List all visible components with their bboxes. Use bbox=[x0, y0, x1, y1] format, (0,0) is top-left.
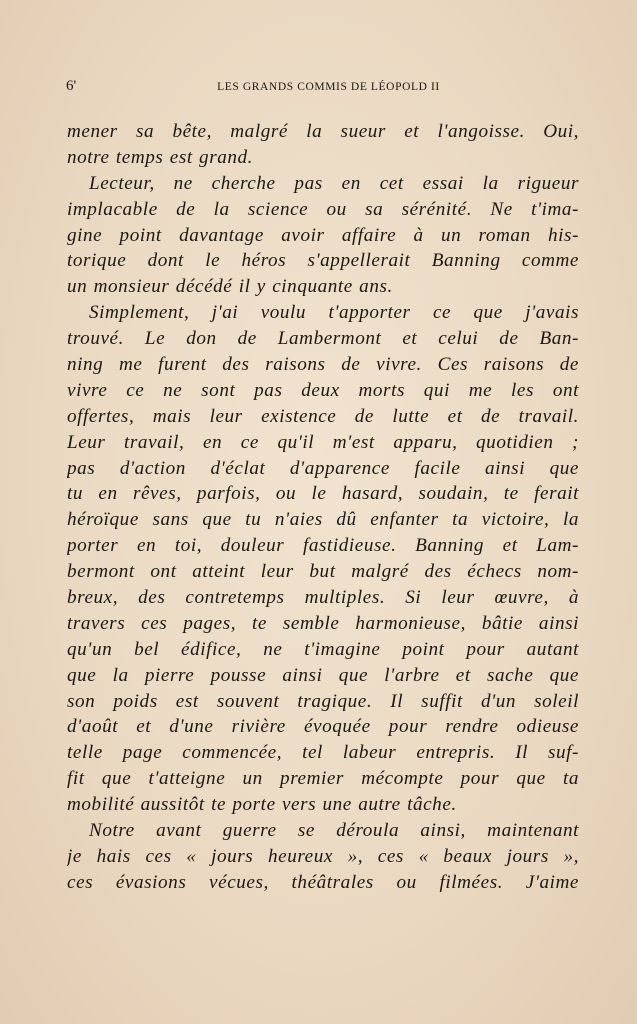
text-line: breux, des contretemps multiples. Si leur œuvre, à bbox=[67, 587, 579, 609]
text-line: notre temps est grand. bbox=[67, 146, 253, 168]
running-head: LES GRANDS COMMIS DE LÉOPOLD II bbox=[217, 81, 440, 93]
text-line: implacable de la science ou sa sérénité. Ne t'ima- bbox=[67, 198, 579, 220]
text-line: torique dont le héros s'appellerait Banning comme bbox=[67, 250, 579, 272]
page-header bbox=[66, 78, 581, 98]
text-line: un monsieur décédé il y cinquante ans. bbox=[67, 276, 393, 298]
text-line: mener sa bête, malgré la sueur et l'angoisse. Oui, bbox=[67, 121, 579, 142]
text-line: Simplement, j'ai voulu t'apporter ce que j'avais bbox=[89, 302, 579, 324]
text-line: porter en toi, douleur fastidieuse. Banning et Lam- bbox=[67, 535, 579, 557]
text-line: Lecteur, ne cherche pas en cet essai la rigueur bbox=[89, 172, 579, 194]
text-line: son poids est souvent tragique. Il suffit d'un soleil bbox=[67, 690, 579, 712]
paragraph bbox=[67, 171, 579, 300]
paragraph bbox=[67, 300, 579, 818]
text-line: offertes, mais leur existence de lutte et de travail. bbox=[67, 405, 579, 427]
text-line: héroïque sans que tu n'aies dû enfanter ta victoire, la bbox=[67, 509, 579, 531]
page-number: 6' bbox=[66, 78, 77, 94]
text-line: bermont ont atteint leur but malgré des échecs nom- bbox=[67, 561, 579, 583]
text-line: ning me furent des raisons de vivre. Ces raisons de bbox=[67, 354, 579, 376]
text-line: fit que t'atteigne un premier mécompte pour que ta bbox=[67, 768, 579, 790]
text-line: gine point davantage avoir affaire à un roman his- bbox=[67, 224, 579, 246]
paragraph bbox=[67, 119, 579, 171]
text-line: Notre avant guerre se déroula ainsi, maintenant bbox=[89, 820, 579, 842]
text-line: telle page commencée, tel labeur entrepris. Il suf- bbox=[67, 742, 579, 764]
text-line: vivre ce ne sont pas deux morts qui me les ont bbox=[67, 379, 579, 401]
text-line: je hais ces « jours heureux », ces « beaux jours », bbox=[67, 845, 579, 867]
text-line: qu'un bel édifice, ne t'imagine point pour autant bbox=[67, 638, 579, 660]
text-line: tu en rêves, parfois, ou le hasard, soudain, te ferait bbox=[67, 483, 579, 505]
text-line: d'août et d'une rivière évoquée pour rendre odieuse bbox=[67, 716, 579, 738]
text-line: travers ces pages, te semble harmonieuse, bâtie ainsi bbox=[67, 612, 579, 634]
body-text bbox=[67, 119, 579, 896]
paragraph bbox=[67, 818, 579, 896]
text-line: Leur travail, en ce qu'il m'est apparu, quotidien ; bbox=[67, 431, 579, 453]
text-line: mobilité aussitôt te porte vers une autre tâche. bbox=[67, 794, 457, 816]
text-line: ces évasions vécues, théâtrales ou filmées. J'aime bbox=[67, 871, 579, 893]
text-line: que la pierre pousse ainsi que l'arbre et sache que bbox=[67, 664, 579, 686]
text-line: trouvé. Le don de Lambermont et celui de Ban- bbox=[67, 328, 579, 350]
text-line: pas d'action d'éclat d'apparence facile ainsi que bbox=[67, 457, 579, 479]
